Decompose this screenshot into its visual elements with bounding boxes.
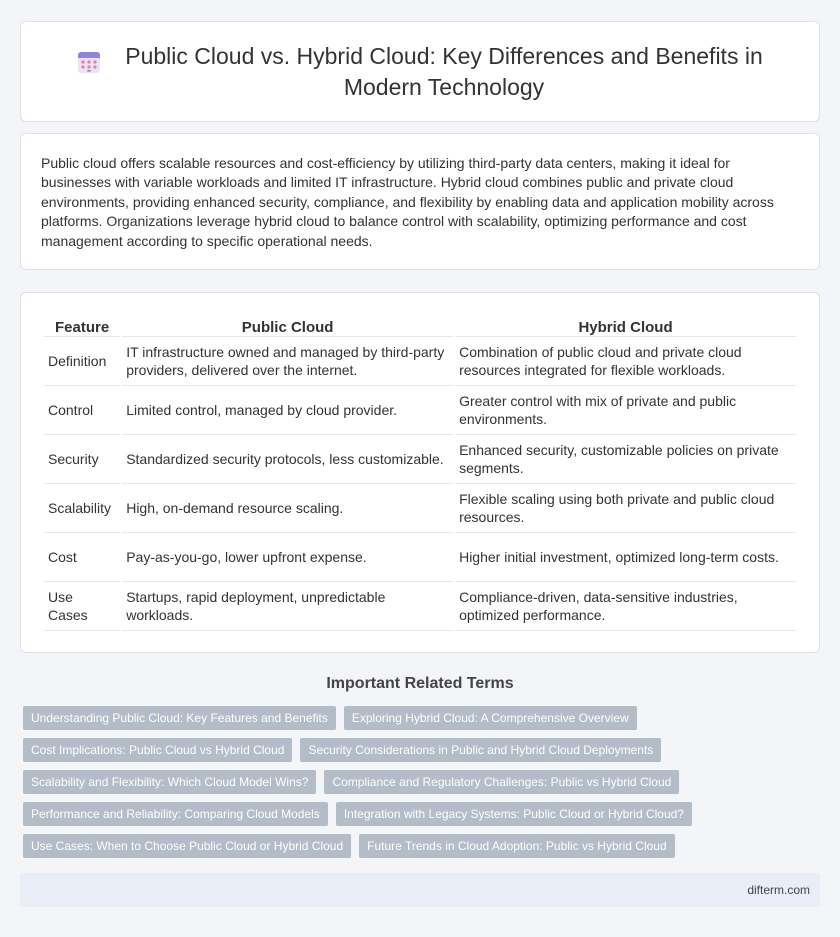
feature-cell: Security xyxy=(44,435,120,484)
feature-cell: Definition xyxy=(44,337,120,386)
summary-paragraph: Public cloud offers scalable resources and cost-efficiency by utilizing third-party data centers, making it ideal for businesses with variable workloads and limited IT infrastructure. Hybrid cloud combines public and private cloud environments, providing enhanced security, compliance, and flexibility by enabling data and application mobility across platforms. Organizations leverage hybrid cloud to balance control with scalability, optimizing performance and cost management according to specific operational needs. xyxy=(41,155,774,249)
public-cloud-cell: Limited control, managed by cloud provider. xyxy=(122,386,453,435)
table-row xyxy=(44,435,796,484)
table-row xyxy=(44,582,796,631)
header-public-cloud: Public Cloud xyxy=(122,315,453,337)
hybrid-cloud-cell: Enhanced security, customizable policies on private segments. xyxy=(455,435,796,484)
comparison-table-card xyxy=(20,292,820,653)
table-header-row xyxy=(44,315,796,337)
related-term-tag[interactable]: Security Considerations in Public and Hybrid Cloud Deployments xyxy=(300,738,661,762)
header-feature: Feature xyxy=(44,315,120,337)
public-cloud-cell: Standardized security protocols, less customizable. xyxy=(122,435,453,484)
grid-calendar-icon xyxy=(76,49,102,75)
tag-row xyxy=(23,834,823,858)
hybrid-cloud-cell: Higher initial investment, optimized long-term costs. xyxy=(455,533,796,582)
footer xyxy=(20,873,820,907)
public-cloud-cell: High, on-demand resource scaling. xyxy=(122,484,453,533)
feature-cell: Scalability xyxy=(44,484,120,533)
hybrid-cloud-cell: Greater control with mix of private and public environments. xyxy=(455,386,796,435)
page-title: Public Cloud vs. Hybrid Cloud: Key Differences and Benefits in Modern Technology xyxy=(125,42,763,100)
related-term-tag[interactable]: Exploring Hybrid Cloud: A Comprehensive Overview xyxy=(344,706,637,730)
related-terms-heading: Important Related Terms xyxy=(326,675,514,692)
public-cloud-cell: Startups, rapid deployment, unpredictable workloads. xyxy=(122,582,453,631)
tag-row xyxy=(23,706,823,730)
tag-row xyxy=(23,802,823,826)
tag-row xyxy=(23,738,823,762)
related-term-tag[interactable]: Compliance and Regulatory Challenges: Public vs Hybrid Cloud xyxy=(324,770,679,794)
related-term-tag[interactable]: Performance and Reliability: Comparing Cloud Models xyxy=(23,802,328,826)
summary-card xyxy=(20,133,820,270)
related-term-tag[interactable]: Cost Implications: Public Cloud vs Hybrid Cloud xyxy=(23,738,292,762)
related-term-tag[interactable]: Use Cases: When to Choose Public Cloud or Hybrid Cloud xyxy=(23,834,351,858)
header-hybrid-cloud: Hybrid Cloud xyxy=(455,315,796,337)
related-term-tag[interactable]: Integration with Legacy Systems: Public Cloud or Hybrid Cloud? xyxy=(336,802,692,826)
hybrid-cloud-cell: Combination of public cloud and private cloud resources integrated for flexible workloads. xyxy=(455,337,796,386)
related-term-tag[interactable]: Understanding Public Cloud: Key Features and Benefits xyxy=(23,706,336,730)
feature-cell: Control xyxy=(44,386,120,435)
comparison-table xyxy=(42,315,798,631)
public-cloud-cell: IT infrastructure owned and managed by third-party providers, delivered over the internet. xyxy=(122,337,453,386)
related-term-tag[interactable]: Scalability and Flexibility: Which Cloud Model Wins? xyxy=(23,770,316,794)
table-row xyxy=(44,386,796,435)
tag-row xyxy=(23,770,823,794)
feature-cell: Use Cases xyxy=(44,582,120,631)
public-cloud-cell: Pay-as-you-go, lower upfront expense. xyxy=(122,533,453,582)
table-row xyxy=(44,337,796,386)
hybrid-cloud-cell: Flexible scaling using both private and public cloud resources. xyxy=(455,484,796,533)
footer-site-link[interactable]: difterm.com xyxy=(747,883,810,897)
title-wrap xyxy=(21,41,819,103)
hybrid-cloud-cell: Compliance-driven, data-sensitive industries, optimized performance. xyxy=(455,582,796,631)
title-card xyxy=(20,21,820,122)
feature-cell: Cost xyxy=(44,533,120,582)
related-terms-list xyxy=(23,706,823,866)
table-row xyxy=(44,484,796,533)
related-term-tag[interactable]: Future Trends in Cloud Adoption: Public vs Hybrid Cloud xyxy=(359,834,675,858)
table-row xyxy=(44,533,796,582)
